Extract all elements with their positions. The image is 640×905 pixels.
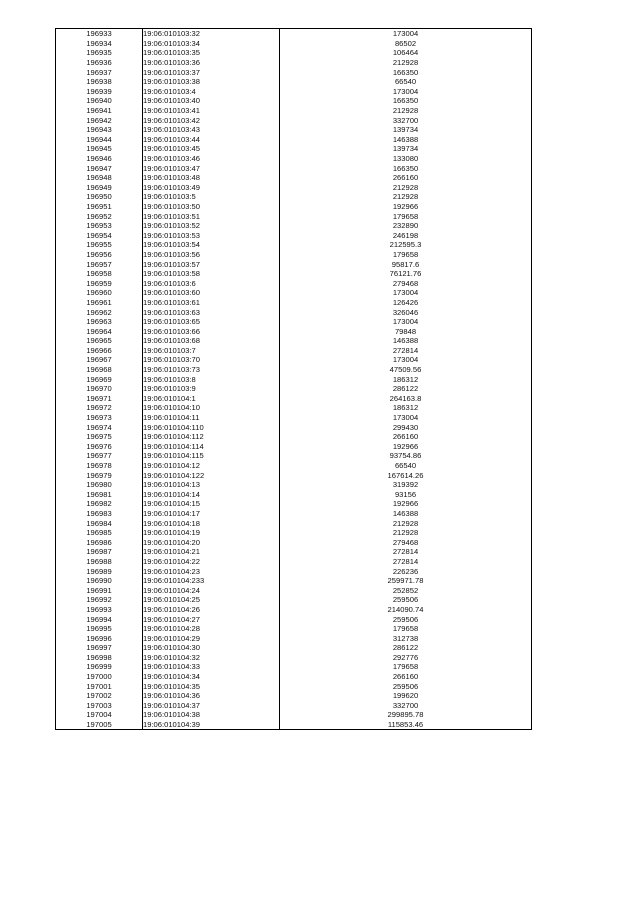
row-number-cell: 196938 [56,77,143,87]
table-row [56,346,532,356]
cadastral-number-cell: 19:06:010104:26 [143,605,280,615]
table-row [56,537,532,547]
cadastral-number-cell: 19:06:010103:63 [143,307,280,317]
value-cell: 212928 [280,528,532,538]
value-cell: 186312 [280,403,532,413]
value-cell: 139734 [280,125,532,135]
value-cell: 259506 [280,681,532,691]
cadastral-number-cell: 19:06:010103:40 [143,96,280,106]
table-row [56,653,532,663]
value-cell: 279468 [280,278,532,288]
cadastral-number-cell: 19:06:010103:32 [143,29,280,39]
value-cell: 173004 [280,317,532,327]
cadastral-number-cell: 19:06:010104:17 [143,509,280,519]
row-number-cell: 196947 [56,163,143,173]
table-row [56,211,532,221]
table-row [56,307,532,317]
cadastral-number-cell: 19:06:010104:30 [143,643,280,653]
row-number-cell: 196985 [56,528,143,538]
cadastral-number-cell: 19:06:010103:49 [143,183,280,193]
row-number-cell: 196945 [56,144,143,154]
row-number-cell: 196957 [56,259,143,269]
cadastral-number-cell: 19:06:010103:37 [143,67,280,77]
table-row [56,48,532,58]
cadastral-number-cell: 19:06:010103:73 [143,365,280,375]
value-cell: 173004 [280,288,532,298]
row-number-cell: 196962 [56,307,143,317]
row-number-cell: 196956 [56,250,143,260]
table-row [56,269,532,279]
cadastral-number-cell: 19:06:010103:51 [143,211,280,221]
value-cell: 93754.86 [280,451,532,461]
cadastral-number-cell: 19:06:010104:114 [143,442,280,452]
row-number-cell: 197003 [56,701,143,711]
table-row [56,298,532,308]
table-row [56,710,532,720]
table-row [56,624,532,634]
table-row [56,365,532,375]
table-row [56,336,532,346]
row-number-cell: 197005 [56,720,143,730]
value-cell: 272814 [280,547,532,557]
cadastral-number-cell: 19:06:010104:32 [143,653,280,663]
value-cell: 146388 [280,336,532,346]
value-cell: 179658 [280,250,532,260]
table-row [56,77,532,87]
table-row [56,681,532,691]
table-row [56,144,532,154]
value-cell: 212928 [280,58,532,68]
table-row [56,317,532,327]
cadastral-number-cell: 19:06:010103:46 [143,154,280,164]
value-cell: 332700 [280,701,532,711]
value-cell: 47509.56 [280,365,532,375]
table-row [56,518,532,528]
table-row [56,326,532,336]
value-cell: 246198 [280,230,532,240]
table-row [56,662,532,672]
row-number-cell: 196996 [56,633,143,643]
row-number-cell: 196980 [56,480,143,490]
cadastral-number-cell: 19:06:010104:13 [143,480,280,490]
table-row [56,672,532,682]
cadastral-number-cell: 19:06:010103:34 [143,39,280,49]
table-row [56,595,532,605]
row-number-cell: 196941 [56,106,143,116]
value-cell: 146388 [280,509,532,519]
value-cell: 166350 [280,67,532,77]
value-cell: 266160 [280,672,532,682]
value-cell: 106464 [280,48,532,58]
value-cell: 95817.6 [280,259,532,269]
table-row [56,125,532,135]
row-number-cell: 196954 [56,230,143,240]
table-row [56,547,532,557]
table-row [56,691,532,701]
cadastral-number-cell: 19:06:010103:6 [143,278,280,288]
cadastral-number-cell: 19:06:010104:115 [143,451,280,461]
row-number-cell: 196964 [56,326,143,336]
value-cell: 66540 [280,461,532,471]
cadastral-number-cell: 19:06:010104:110 [143,422,280,432]
table-row [56,585,532,595]
cadastral-number-cell: 19:06:010104:19 [143,528,280,538]
cadastral-number-cell: 19:06:010104:37 [143,701,280,711]
table-row [56,413,532,423]
table-row [56,643,532,653]
cadastral-number-cell: 19:06:010103:45 [143,144,280,154]
table-row [56,394,532,404]
cadastral-number-cell: 19:06:010103:7 [143,346,280,356]
cadastral-number-cell: 19:06:010103:53 [143,230,280,240]
table-row [56,115,532,125]
row-number-cell: 196975 [56,432,143,442]
row-number-cell: 197004 [56,710,143,720]
row-number-cell: 196969 [56,374,143,384]
value-cell: 86502 [280,39,532,49]
cadastral-number-cell: 19:06:010104:34 [143,672,280,682]
value-cell: 126426 [280,298,532,308]
row-number-cell: 196963 [56,317,143,327]
cadastral-number-cell: 19:06:010104:12 [143,461,280,471]
row-number-cell: 196943 [56,125,143,135]
cadastral-number-cell: 19:06:010104:27 [143,614,280,624]
table-row [56,106,532,116]
table-row [56,461,532,471]
cadastral-number-cell: 19:06:010104:35 [143,681,280,691]
value-cell: 252852 [280,585,532,595]
cadastral-number-cell: 19:06:010103:38 [143,77,280,87]
cadastral-number-cell: 19:06:010104:38 [143,710,280,720]
cadastral-number-cell: 19:06:010103:42 [143,115,280,125]
value-cell: 192966 [280,442,532,452]
row-number-cell: 196989 [56,566,143,576]
value-cell: 66540 [280,77,532,87]
value-cell: 266160 [280,173,532,183]
row-number-cell: 196972 [56,403,143,413]
cadastral-number-cell: 19:06:010104:22 [143,557,280,567]
row-number-cell: 196965 [56,336,143,346]
cadastral-number-cell: 19:06:010103:57 [143,259,280,269]
value-cell: 212595.3 [280,240,532,250]
table-row [56,403,532,413]
row-number-cell: 196979 [56,470,143,480]
cadastral-number-cell: 19:06:010104:25 [143,595,280,605]
row-number-cell: 196958 [56,269,143,279]
row-number-cell: 196960 [56,288,143,298]
table-row [56,605,532,615]
value-cell: 179658 [280,662,532,672]
cadastral-number-cell: 19:06:010104:39 [143,720,280,730]
row-number-cell: 196978 [56,461,143,471]
value-cell: 214090.74 [280,605,532,615]
value-cell: 167614.26 [280,470,532,480]
table-row [56,202,532,212]
row-number-cell: 196948 [56,173,143,183]
cadastral-number-cell: 19:06:010104:233 [143,576,280,586]
row-number-cell: 196984 [56,518,143,528]
value-cell: 326046 [280,307,532,317]
table-row [56,259,532,269]
table-row [56,173,532,183]
value-cell: 292776 [280,653,532,663]
row-number-cell: 196933 [56,29,143,39]
cadastral-number-cell: 19:06:010103:5 [143,192,280,202]
value-cell: 286122 [280,643,532,653]
data-table [55,28,532,730]
row-number-cell: 196951 [56,202,143,212]
value-cell: 299895.78 [280,710,532,720]
cadastral-number-cell: 19:06:010103:47 [143,163,280,173]
row-number-cell: 196995 [56,624,143,634]
value-cell: 173004 [280,29,532,39]
row-number-cell: 196940 [56,96,143,106]
row-number-cell: 196982 [56,499,143,509]
cadastral-number-cell: 19:06:010103:61 [143,298,280,308]
cadastral-number-cell: 19:06:010103:56 [143,250,280,260]
cadastral-number-cell: 19:06:010103:58 [143,269,280,279]
table-body [56,29,532,730]
value-cell: 192966 [280,499,532,509]
table-row [56,499,532,509]
value-cell: 264163.8 [280,394,532,404]
value-cell: 212928 [280,518,532,528]
table-row [56,87,532,97]
row-number-cell: 196935 [56,48,143,58]
table-row [56,250,532,260]
row-number-cell: 196950 [56,192,143,202]
cadastral-number-cell: 19:06:010103:9 [143,384,280,394]
row-number-cell: 196976 [56,442,143,452]
row-number-cell: 196949 [56,183,143,193]
table-row [56,422,532,432]
table-row [56,490,532,500]
value-cell: 166350 [280,163,532,173]
table-row [56,470,532,480]
table-row [56,288,532,298]
table-row [56,29,532,39]
value-cell: 173004 [280,355,532,365]
row-number-cell: 196934 [56,39,143,49]
row-number-cell: 196988 [56,557,143,567]
value-cell: 286122 [280,384,532,394]
cadastral-number-cell: 19:06:010103:48 [143,173,280,183]
cadastral-number-cell: 19:06:010104:112 [143,432,280,442]
table-row [56,192,532,202]
value-cell: 173004 [280,87,532,97]
value-cell: 212928 [280,106,532,116]
table-row [56,58,532,68]
cadastral-number-cell: 19:06:010104:14 [143,490,280,500]
value-cell: 173004 [280,413,532,423]
row-number-cell: 196977 [56,451,143,461]
value-cell: 226236 [280,566,532,576]
row-number-cell: 196946 [56,154,143,164]
cadastral-number-cell: 19:06:010103:60 [143,288,280,298]
row-number-cell: 196990 [56,576,143,586]
table-row [56,528,532,538]
row-number-cell: 196959 [56,278,143,288]
row-number-cell: 196966 [56,346,143,356]
row-number-cell: 196992 [56,595,143,605]
cadastral-number-cell: 19:06:010103:70 [143,355,280,365]
row-number-cell: 196942 [56,115,143,125]
row-number-cell: 196944 [56,135,143,145]
table-row [56,278,532,288]
table-row [56,221,532,231]
value-cell: 166350 [280,96,532,106]
table-row [56,633,532,643]
cadastral-number-cell: 19:06:010103:66 [143,326,280,336]
cadastral-number-cell: 19:06:010103:52 [143,221,280,231]
row-number-cell: 197001 [56,681,143,691]
value-cell: 115853.46 [280,720,532,730]
table-row [56,557,532,567]
row-number-cell: 196983 [56,509,143,519]
cadastral-number-cell: 19:06:010104:1 [143,394,280,404]
table-row [56,614,532,624]
table-row [56,509,532,519]
table-row [56,432,532,442]
row-number-cell: 196991 [56,585,143,595]
value-cell: 299430 [280,422,532,432]
row-number-cell: 196939 [56,87,143,97]
cadastral-number-cell: 19:06:010103:68 [143,336,280,346]
value-cell: 279468 [280,537,532,547]
value-cell: 76121.76 [280,269,532,279]
table-row [56,230,532,240]
value-cell: 312738 [280,633,532,643]
table-row [56,39,532,49]
row-number-cell: 196993 [56,605,143,615]
cadastral-number-cell: 19:06:010104:29 [143,633,280,643]
row-number-cell: 196968 [56,365,143,375]
row-number-cell: 196970 [56,384,143,394]
value-cell: 259506 [280,595,532,605]
cadastral-number-cell: 19:06:010103:35 [143,48,280,58]
row-number-cell: 196937 [56,67,143,77]
cadastral-number-cell: 19:06:010104:11 [143,413,280,423]
row-number-cell: 196981 [56,490,143,500]
cadastral-number-cell: 19:06:010103:54 [143,240,280,250]
table-row [56,480,532,490]
cadastral-number-cell: 19:06:010104:23 [143,566,280,576]
row-number-cell: 196998 [56,653,143,663]
table-row [56,67,532,77]
row-number-cell: 196936 [56,58,143,68]
cadastral-number-cell: 19:06:010104:21 [143,547,280,557]
table-row [56,154,532,164]
cadastral-number-cell: 19:06:010103:8 [143,374,280,384]
value-cell: 146388 [280,135,532,145]
value-cell: 319392 [280,480,532,490]
row-number-cell: 196997 [56,643,143,653]
row-number-cell: 197000 [56,672,143,682]
table-row [56,96,532,106]
row-number-cell: 196967 [56,355,143,365]
row-number-cell: 197002 [56,691,143,701]
value-cell: 259506 [280,614,532,624]
value-cell: 139734 [280,144,532,154]
table-row [56,355,532,365]
value-cell: 212928 [280,183,532,193]
value-cell: 266160 [280,432,532,442]
row-number-cell: 196987 [56,547,143,557]
table-row [56,566,532,576]
table-row [56,183,532,193]
table-row [56,135,532,145]
table-row [56,720,532,730]
row-number-cell: 196953 [56,221,143,231]
value-cell: 79848 [280,326,532,336]
value-cell: 192966 [280,202,532,212]
row-number-cell: 196961 [56,298,143,308]
cadastral-number-cell: 19:06:010104:36 [143,691,280,701]
table-row [56,374,532,384]
row-number-cell: 196973 [56,413,143,423]
row-number-cell: 196952 [56,211,143,221]
value-cell: 93156 [280,490,532,500]
cadastral-number-cell: 19:06:010104:28 [143,624,280,634]
row-number-cell: 196999 [56,662,143,672]
value-cell: 272814 [280,557,532,567]
cadastral-number-cell: 19:06:010104:18 [143,518,280,528]
cadastral-number-cell: 19:06:010103:50 [143,202,280,212]
cadastral-number-cell: 19:06:010103:43 [143,125,280,135]
table-row [56,163,532,173]
value-cell: 133080 [280,154,532,164]
cadastral-number-cell: 19:06:010103:4 [143,87,280,97]
cadastral-number-cell: 19:06:010104:24 [143,585,280,595]
cadastral-number-cell: 19:06:010103:41 [143,106,280,116]
table-row [56,451,532,461]
table-row [56,576,532,586]
row-number-cell: 196955 [56,240,143,250]
table-row [56,384,532,394]
cadastral-number-cell: 19:06:010104:10 [143,403,280,413]
row-number-cell: 196974 [56,422,143,432]
value-cell: 179658 [280,624,532,634]
cadastral-number-cell: 19:06:010103:36 [143,58,280,68]
value-cell: 259971.78 [280,576,532,586]
cadastral-number-cell: 19:06:010103:44 [143,135,280,145]
table-row [56,701,532,711]
cadastral-number-cell: 19:06:010104:122 [143,470,280,480]
value-cell: 186312 [280,374,532,384]
value-cell: 199620 [280,691,532,701]
value-cell: 272814 [280,346,532,356]
value-cell: 332700 [280,115,532,125]
cadastral-number-cell: 19:06:010104:33 [143,662,280,672]
cadastral-number-cell: 19:06:010103:65 [143,317,280,327]
row-number-cell: 196986 [56,537,143,547]
table-row [56,442,532,452]
value-cell: 212928 [280,192,532,202]
value-cell: 232890 [280,221,532,231]
value-cell: 179658 [280,211,532,221]
cadastral-number-cell: 19:06:010104:15 [143,499,280,509]
row-number-cell: 196994 [56,614,143,624]
row-number-cell: 196971 [56,394,143,404]
cadastral-number-cell: 19:06:010104:20 [143,537,280,547]
table-row [56,240,532,250]
